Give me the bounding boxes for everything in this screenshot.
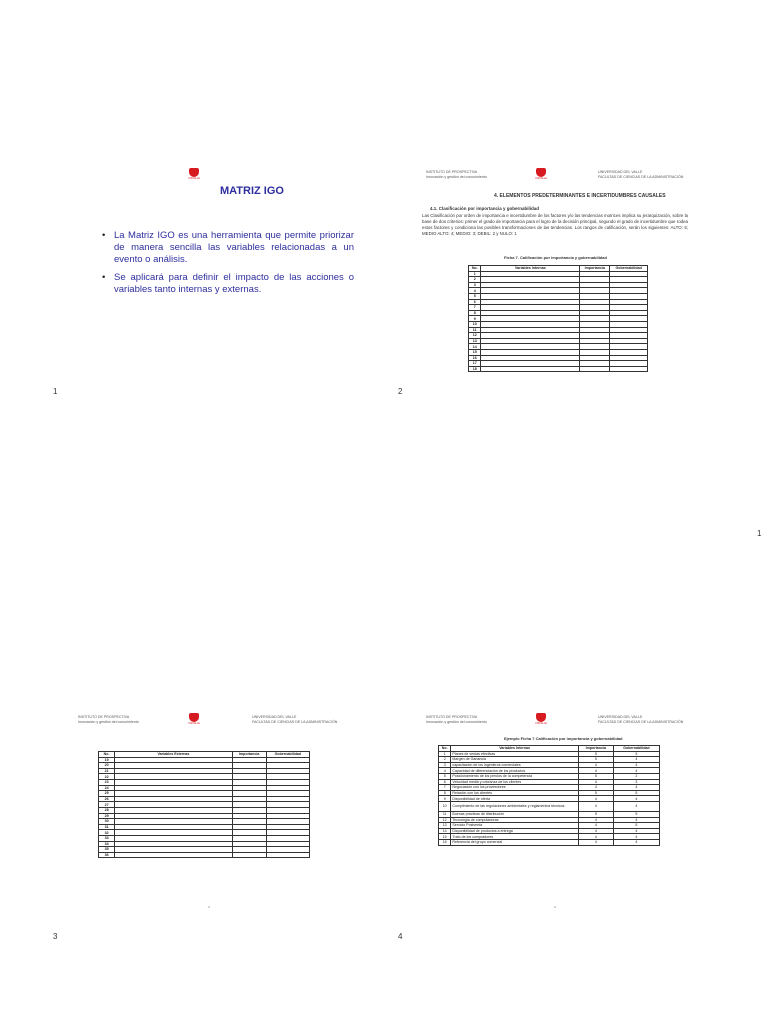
row-number: 1 bbox=[469, 271, 481, 277]
row-number: 2 bbox=[469, 277, 481, 283]
row-number: 25 bbox=[99, 791, 115, 797]
slide-1-bullets bbox=[102, 230, 354, 302]
variable-cell: Relación con los clientes bbox=[451, 790, 578, 796]
variable-cell: Planes de ventas efectivas bbox=[451, 751, 578, 757]
col-importance: Importancia bbox=[232, 752, 266, 758]
header-left: INSTITUTO DE PROSPECTIVA Innovación y gestión del conocimiento bbox=[78, 715, 139, 724]
figure-caption: Ejemplo Ficha 7 Calificación por importancia y gobernabilidad bbox=[504, 736, 623, 741]
variable-cell: capacitación de los ingenieros comerciales bbox=[451, 762, 578, 768]
subsection-title: 4.1. Clasificación por importancia y gobernabilidad bbox=[430, 206, 540, 211]
table-row bbox=[99, 852, 310, 858]
university-logo: UNIVALLE bbox=[535, 713, 547, 727]
importance-cell: 4 bbox=[578, 796, 613, 802]
col-importance: Importancia bbox=[580, 266, 610, 272]
slide-2 bbox=[400, 160, 700, 390]
importance-cell: 4 bbox=[578, 768, 613, 774]
governability-cell: 4 bbox=[613, 817, 659, 823]
slide-1-title: MATRIZ IGO bbox=[220, 185, 284, 197]
governability-cell: 2 bbox=[613, 773, 659, 779]
row-number: 21 bbox=[99, 768, 115, 774]
importance-cell: 4 bbox=[578, 817, 613, 823]
section-title: 4. ELEMENTOS PREDETERMINANTES E INCERTIDUMBRES CAUSALES bbox=[494, 193, 666, 199]
row-number: 4 bbox=[469, 288, 481, 294]
table-row bbox=[439, 801, 660, 811]
internal-variables-table bbox=[468, 265, 648, 372]
row-number: 9 bbox=[439, 796, 451, 802]
variable-cell: Velocidad media y cobranza de los clientes bbox=[451, 779, 578, 785]
col-no: No. bbox=[469, 266, 481, 272]
governability-cell: 4 bbox=[613, 762, 659, 768]
variable-cell: Trato de los compradores bbox=[451, 834, 578, 840]
importance-cell: 5 bbox=[578, 773, 613, 779]
figure-caption: Ficha 7. Calificación por importancia y gobernabilidad bbox=[504, 255, 607, 260]
footer-mark: 4 bbox=[208, 905, 210, 909]
governability-cell: 4 bbox=[613, 796, 659, 802]
importance-cell: 4 bbox=[578, 801, 613, 811]
row-number: 6 bbox=[469, 299, 481, 305]
col-governability: Gobernabilidad bbox=[610, 266, 648, 272]
row-number: 2 bbox=[439, 757, 451, 763]
header-left: INSTITUTO DE PROSPECTIVA Innovación y gestión del conocimiento bbox=[426, 715, 487, 724]
importance-cell: 4 bbox=[578, 785, 613, 791]
row-number: 30 bbox=[99, 819, 115, 825]
row-number: 5 bbox=[469, 293, 481, 299]
row-number: 14 bbox=[439, 828, 451, 834]
university-logo: UNIVALLE bbox=[188, 713, 200, 727]
col-importance: Importancia bbox=[578, 746, 613, 752]
governability-cell: 4 bbox=[613, 834, 659, 840]
row-number: 34 bbox=[99, 841, 115, 847]
importance-cell: 4 bbox=[578, 839, 613, 845]
row-number: 19 bbox=[99, 757, 115, 763]
importance-cell: 4 bbox=[578, 779, 613, 785]
row-number: 3 bbox=[469, 282, 481, 288]
governability-cell: 5 bbox=[613, 790, 659, 796]
row-number: 36 bbox=[99, 852, 115, 858]
row-number: 7 bbox=[439, 785, 451, 791]
row-number: 11 bbox=[469, 327, 481, 333]
variable-cell: Capacidad de diferenciación de los productos bbox=[451, 768, 578, 774]
governability-cell: 4 bbox=[613, 757, 659, 763]
row-number: 4 bbox=[439, 768, 451, 774]
row-number: 24 bbox=[99, 785, 115, 791]
university-logo: UNIVALLE bbox=[188, 168, 200, 182]
row-number: 29 bbox=[99, 813, 115, 819]
bullet-item: • Se aplicará para definir el impacto de las acciones o variables tanto internas y externas. bbox=[102, 272, 354, 295]
row-number: 12 bbox=[469, 333, 481, 339]
slide-3 bbox=[50, 705, 350, 935]
slide-4 bbox=[400, 705, 700, 935]
variable-cell: Margen de Ganancia bbox=[451, 757, 578, 763]
example-variables-table bbox=[438, 745, 660, 846]
row-number: 10 bbox=[469, 321, 481, 327]
col-no: No. bbox=[99, 752, 115, 758]
row-number: 14 bbox=[469, 344, 481, 350]
row-number: 11 bbox=[439, 811, 451, 817]
col-governability: Gobernabilidad bbox=[266, 752, 309, 758]
importance-cell: 4 bbox=[578, 823, 613, 829]
university-logo: UNIVALLE bbox=[535, 168, 547, 182]
footer-mark: 4 bbox=[554, 905, 556, 909]
governability-cell bbox=[610, 366, 648, 372]
variable-cell: Cumplimiento de las regulaciones ambientales y reglamentos técnicos bbox=[451, 801, 578, 811]
page-number-2: 2 bbox=[398, 387, 403, 396]
row-number: 16 bbox=[439, 839, 451, 845]
row-number: 8 bbox=[439, 790, 451, 796]
importance-cell: 5 bbox=[578, 757, 613, 763]
governability-cell: 4 bbox=[613, 801, 659, 811]
row-number: 33 bbox=[99, 835, 115, 841]
variable-cell: Servicio Postventa bbox=[451, 823, 578, 829]
row-number: 15 bbox=[439, 834, 451, 840]
row-number: 6 bbox=[439, 779, 451, 785]
col-governability: Gobernabilidad bbox=[613, 746, 659, 752]
row-number: 12 bbox=[439, 817, 451, 823]
page-number-1: 1 bbox=[53, 387, 58, 396]
page-number-3: 3 bbox=[53, 932, 58, 941]
governability-cell bbox=[266, 852, 309, 858]
row-number: 20 bbox=[99, 763, 115, 769]
variable-cell: Disponibilidad de oferta bbox=[451, 796, 578, 802]
row-number: 31 bbox=[99, 824, 115, 830]
row-number: 1 bbox=[439, 751, 451, 757]
header-left: INSTITUTO DE PROSPECTIVA Innovación y gestión del conocimiento bbox=[426, 170, 487, 179]
col-variable: Variables Internas bbox=[481, 266, 580, 272]
importance-cell: 4 bbox=[578, 828, 613, 834]
slide-1 bbox=[40, 160, 380, 390]
governability-cell: 4 bbox=[613, 828, 659, 834]
variable-cell bbox=[481, 366, 580, 372]
governability-cell: 5 bbox=[613, 823, 659, 829]
governability-cell: 3 bbox=[613, 779, 659, 785]
header-right: UNIVERSIDAD DEL VALLE FACULTAD DE CIENCIAS DE LA ADMINISTRACIÓN bbox=[598, 715, 684, 724]
row-number: 7 bbox=[469, 305, 481, 311]
variable-cell: Buenas prácticas de distribución bbox=[451, 811, 578, 817]
external-variables-table bbox=[98, 751, 310, 858]
importance-cell: 5 bbox=[578, 811, 613, 817]
variable-cell bbox=[115, 852, 233, 858]
row-number: 10 bbox=[439, 801, 451, 811]
row-number: 23 bbox=[99, 779, 115, 785]
row-number: 18 bbox=[469, 366, 481, 372]
col-variable: Variables Internas bbox=[451, 746, 578, 752]
bullet-item: • La Matriz IGO es una herramienta que permite priorizar de manera sencilla las variables relacionadas a un evento o análisis. bbox=[102, 230, 354, 265]
row-number: 22 bbox=[99, 774, 115, 780]
col-no: No. bbox=[439, 746, 451, 752]
governability-cell: 4 bbox=[613, 768, 659, 774]
row-number: 5 bbox=[439, 773, 451, 779]
col-variable: Variables Externas bbox=[115, 752, 233, 758]
row-number: 13 bbox=[469, 338, 481, 344]
row-number: 28 bbox=[99, 807, 115, 813]
importance-cell bbox=[580, 366, 610, 372]
header-right: UNIVERSIDAD DEL VALLE FACULTAD DE CIENCIAS DE LA ADMINISTRACIÓN bbox=[252, 715, 338, 724]
variable-cell: Posicionamiento de los precios de la competencia bbox=[451, 773, 578, 779]
governability-cell: 4 bbox=[613, 839, 659, 845]
section-paragraph: Las Clasificación por orden de importancia e incertidumbre de los factores y/o las tendencias motrices implica su jerarquización, sobre la base de dos criterios: primer el grado de importancia para el logro de la decisión principal, segundo el grado de incertidumbre que rodea estos factores y condiciona las posibles transformaciones de las tendencias. Los rangos de calificación, serán los siguientes: ALTO: 5; MEDIO ALTO: 4; MEDIO: 3; DEBIL: 2 y NULO: 1 bbox=[422, 213, 688, 236]
importance-cell: 4 bbox=[578, 762, 613, 768]
table-row bbox=[439, 839, 660, 845]
importance-cell bbox=[232, 852, 266, 858]
row-number: 35 bbox=[99, 847, 115, 853]
importance-cell: 4 bbox=[578, 834, 613, 840]
header-right: UNIVERSIDAD DEL VALLE FACULTAD DE CIENCIAS DE LA ADMINISTRACIÓN bbox=[598, 170, 684, 179]
variable-cell: Disponibilidad de productos a entrega bbox=[451, 828, 578, 834]
row-number: 13 bbox=[439, 823, 451, 829]
governability-cell: 5 bbox=[613, 811, 659, 817]
row-number: 16 bbox=[469, 355, 481, 361]
variable-cell: Tecnología de computadoras bbox=[451, 817, 578, 823]
side-number: 1 bbox=[757, 529, 762, 538]
table-row bbox=[469, 366, 648, 372]
row-number: 26 bbox=[99, 796, 115, 802]
variable-cell: Referencia del grupo comercial bbox=[451, 839, 578, 845]
row-number: 9 bbox=[469, 316, 481, 322]
importance-cell: 5 bbox=[578, 790, 613, 796]
row-number: 32 bbox=[99, 830, 115, 836]
row-number: 15 bbox=[469, 349, 481, 355]
governability-cell: 5 bbox=[613, 751, 659, 757]
row-number: 27 bbox=[99, 802, 115, 808]
importance-cell: 5 bbox=[578, 751, 613, 757]
row-number: 3 bbox=[439, 762, 451, 768]
page-number-4: 4 bbox=[398, 932, 403, 941]
row-number: 17 bbox=[469, 361, 481, 367]
variable-cell: Negociación con los proveedores bbox=[451, 785, 578, 791]
governability-cell: 4 bbox=[613, 785, 659, 791]
row-number: 8 bbox=[469, 310, 481, 316]
